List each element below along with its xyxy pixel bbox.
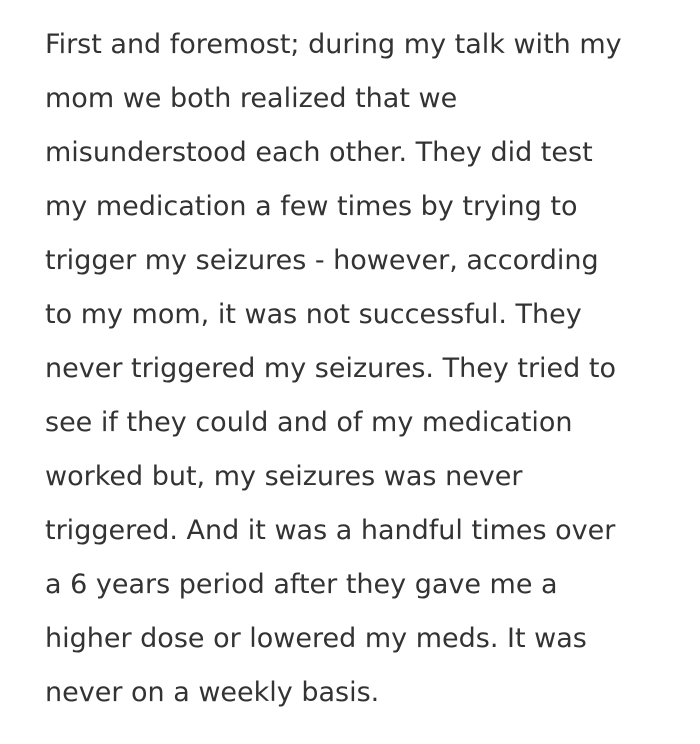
text-line-4: my medication a few times by trying to (45, 191, 578, 222)
text-line-9: worked but, my seizures was never (45, 461, 523, 492)
text-line-12: higher dose or lowered my meds. It was (45, 623, 587, 654)
text-line-1: First and foremost; during my talk with my (45, 29, 622, 60)
text-line-3: misunderstood each other. They did test (45, 137, 593, 168)
text-line-10: triggered. And it was a handful times over (45, 515, 616, 546)
text-line-8: see if they could and of my medication (45, 407, 573, 438)
text-line-5: trigger my seizures - however, according (45, 245, 599, 276)
text-line-7: never triggered my seizures. They tried to (45, 353, 616, 384)
post-text (45, 18, 685, 720)
text-line-11: a 6 years period after they gave me a (45, 569, 558, 600)
text-line-13: never on a weekly basis. (45, 677, 380, 708)
text-line-2: mom we both realized that we (45, 83, 458, 114)
text-line-6: to my mom, it was not successful. They (45, 299, 582, 330)
